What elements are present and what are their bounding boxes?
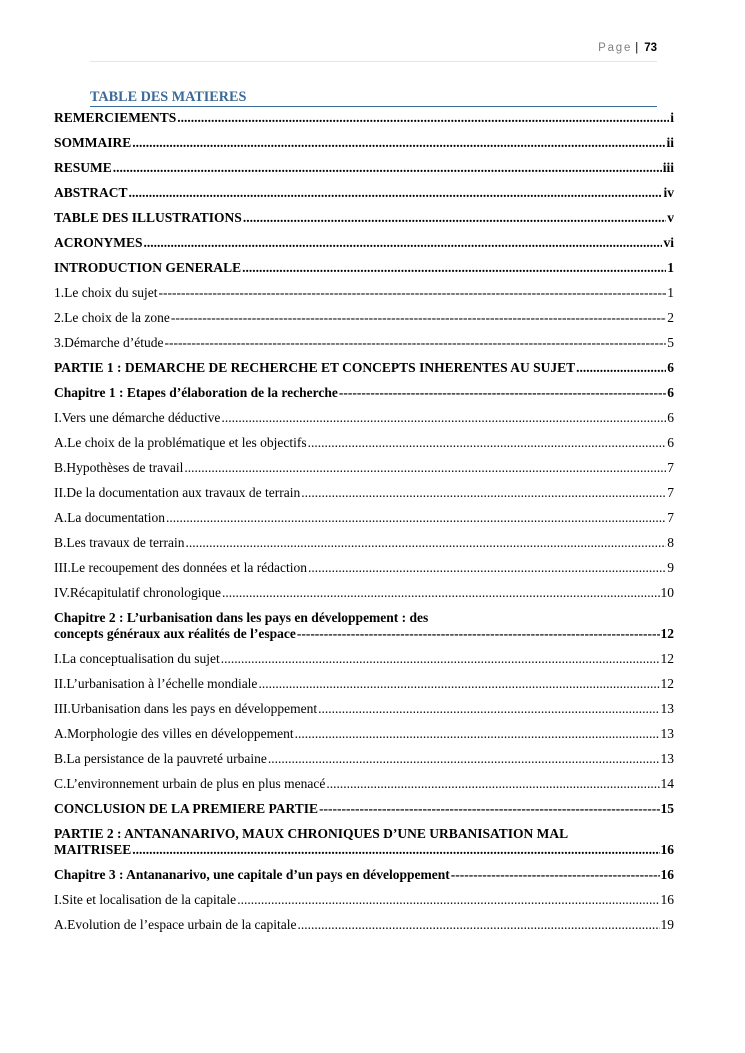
toc-leader: [242, 260, 666, 276]
toc-entry-label: C.L’environnement urbain de plus en plus menacé: [54, 776, 326, 791]
toc-entry-label: B.La persistance de la pauvreté urbaine: [54, 751, 267, 766]
toc-entries: [54, 108, 674, 933]
toc-leader: [297, 626, 660, 642]
toc-entry[interactable]: [54, 160, 674, 176]
toc-leader: [164, 335, 666, 351]
toc-entry-page: ii: [666, 135, 674, 150]
toc-entry-page: 6: [667, 410, 674, 425]
toc-leader: [298, 917, 660, 933]
toc-entry-page: 10: [660, 585, 674, 600]
toc-leader: [308, 435, 667, 451]
page-header: [598, 42, 657, 54]
toc-leader: [319, 801, 659, 817]
toc-entry-page: 19: [660, 917, 674, 932]
toc-entry-line2: [54, 842, 674, 858]
toc-entry-label: A.Le choix de la problématique et les objectifs: [54, 435, 307, 450]
toc-entry[interactable]: [54, 917, 674, 933]
toc-entry-page: 7: [667, 485, 674, 500]
toc-entry-label-line1: Chapitre 2 : L’urbanisation dans les pays en développement : des: [54, 610, 429, 625]
toc-entry-label: PARTIE 1 : DEMARCHE DE RECHERCHE ET CONCEPTS INHERENTES AU SUJET: [54, 360, 576, 375]
toc-entry-page: v: [667, 210, 674, 225]
toc-entry-page: 12: [660, 676, 674, 691]
toc-entry[interactable]: [54, 385, 674, 401]
toc-entry-page: 13: [660, 701, 674, 716]
toc-entry[interactable]: [54, 185, 674, 201]
toc-entry[interactable]: [54, 335, 674, 351]
toc-leader: [132, 135, 665, 151]
toc-entry-page: 16: [660, 842, 674, 857]
toc-leader: [301, 485, 666, 501]
toc-entry[interactable]: [54, 285, 674, 301]
toc-entry-label-line2: MAITRISEE: [54, 842, 132, 857]
toc-entry[interactable]: [54, 826, 674, 858]
toc-entry-page: i: [670, 110, 674, 125]
toc-entry-page: 8: [667, 535, 674, 550]
toc-entry[interactable]: [54, 535, 674, 551]
toc-leader: [451, 867, 660, 883]
toc-leader: [243, 210, 666, 226]
toc-leader: [171, 310, 666, 326]
toc-leader: [184, 460, 666, 476]
toc-leader: [221, 410, 666, 426]
toc-leader: [576, 360, 666, 376]
toc-leader: [258, 676, 659, 692]
toc-entry-page: 13: [660, 726, 674, 741]
toc-entry[interactable]: [54, 867, 674, 883]
toc-entry-page: 16: [660, 892, 674, 907]
toc-entry-label: ACRONYMES: [54, 235, 143, 250]
page-word: Page: [598, 42, 633, 54]
toc-entry-label: 1.Le choix du sujet: [54, 285, 158, 300]
toc-entry-label: II.De la documentation aux travaux de terrain: [54, 485, 301, 500]
toc-entry-label: CONCLUSION DE LA PREMIERE PARTIE: [54, 801, 319, 816]
toc-leader: [237, 892, 659, 908]
toc-leader: [185, 535, 666, 551]
toc-entry-label: III.Le recoupement des données et la rédaction: [54, 560, 308, 575]
toc-leader: [144, 235, 663, 251]
toc-leader: [113, 160, 662, 176]
toc-entry[interactable]: [54, 651, 674, 667]
toc-leader: [308, 560, 666, 576]
toc-leader: [177, 110, 669, 126]
toc-leader: [158, 285, 666, 301]
toc-entry-label: 2.Le choix de la zone: [54, 310, 170, 325]
toc-entry-label: I.La conceptualisation du sujet: [54, 651, 220, 666]
toc-leader: [222, 585, 660, 601]
toc-entry-page: 1: [667, 260, 674, 275]
page-number: 73: [644, 42, 657, 54]
toc-entry[interactable]: [54, 460, 674, 476]
toc-entry-label: RESUME: [54, 160, 112, 175]
toc-entry-page: 6: [667, 385, 674, 400]
toc-entry[interactable]: [54, 310, 674, 326]
toc-entry-label: B.Les travaux de terrain: [54, 535, 185, 550]
toc-entry-label: II.L’urbanisation à l’échelle mondiale: [54, 676, 258, 691]
toc-entry-label: ABSTRACT: [54, 185, 128, 200]
toc-entry[interactable]: [54, 260, 674, 276]
toc-entry[interactable]: [54, 801, 674, 817]
toc-leader: [318, 701, 659, 717]
toc-entry-page: 6: [667, 435, 674, 450]
toc-entry-label: A.Evolution de l’espace urbain de la capitale: [54, 917, 297, 932]
toc-leader: [166, 510, 666, 526]
toc-entry[interactable]: [54, 435, 674, 451]
toc-entry-page: 15: [660, 801, 674, 816]
toc-entry-label: A.La documentation: [54, 510, 165, 525]
toc-entry-label: TABLE DES ILLUSTRATIONS: [54, 210, 242, 225]
toc-entry-label: REMERCIEMENTS: [54, 110, 177, 125]
toc-entry[interactable]: [54, 485, 674, 501]
toc-entry-label: SOMMAIRE: [54, 135, 132, 150]
toc-entry-page: 7: [667, 460, 674, 475]
toc-entry-label-line1: PARTIE 2 : ANTANANARIVO, MAUX CHRONIQUES D’UNE URBANISATION MAL: [54, 826, 569, 841]
toc-entry-page: 6: [667, 360, 674, 375]
toc-entry[interactable]: [54, 110, 674, 126]
toc-entry[interactable]: [54, 892, 674, 908]
toc-leader: [326, 776, 659, 792]
toc-entry-label: Chapitre 3 : Antananarivo, une capitale d’un pays en développement: [54, 867, 450, 882]
page-separator: |: [635, 42, 639, 54]
toc-entry-page: 13: [660, 751, 674, 766]
toc-entry[interactable]: [54, 235, 674, 251]
toc-entry-label: B.Hypothèses de travail: [54, 460, 184, 475]
toc-entry-label: I.Site et localisation de la capitale: [54, 892, 237, 907]
toc-entry[interactable]: [54, 410, 674, 426]
toc-entry[interactable]: [54, 210, 674, 226]
toc-entry[interactable]: [54, 135, 674, 151]
toc-entry[interactable]: [54, 751, 674, 767]
toc-entry[interactable]: [54, 560, 674, 576]
toc-entry-page: iv: [663, 185, 674, 200]
toc-title-rule: [90, 106, 657, 107]
toc-entry-label: INTRODUCTION GENERALE: [54, 260, 242, 275]
toc-entry-page: 2: [667, 310, 674, 325]
toc-leader: [339, 385, 666, 401]
toc-entry[interactable]: [54, 610, 674, 642]
toc-entry-page: iii: [662, 160, 674, 175]
toc-entry-label: A.Morphologie des villes en développement: [54, 726, 294, 741]
toc-entry-page: 7: [667, 510, 674, 525]
toc-entry-page: vi: [663, 235, 674, 250]
toc-leader: [221, 651, 660, 667]
toc-entry[interactable]: [54, 676, 674, 692]
toc-entry-page: 12: [660, 626, 674, 641]
toc-entry-page: 16: [660, 867, 674, 882]
toc-entry[interactable]: [54, 726, 674, 742]
toc-entry-label-line2: concepts généraux aux réalités de l’espace: [54, 626, 296, 641]
toc-entry-label: IV.Récapitulatif chronologique: [54, 585, 221, 600]
toc-leader: [129, 185, 663, 201]
toc-entry[interactable]: [54, 510, 674, 526]
toc-leader: [295, 726, 660, 742]
toc-entry-page: 5: [667, 335, 674, 350]
toc-entry[interactable]: [54, 360, 674, 376]
toc-leader: [132, 842, 659, 858]
toc-entry-page: 14: [660, 776, 674, 791]
toc-entry-page: 12: [660, 651, 674, 666]
toc-entry-line2: [54, 626, 674, 642]
toc-entry-page: 9: [667, 560, 674, 575]
header-rule: [90, 61, 657, 62]
toc-title: TABLE DES MATIERES: [90, 89, 247, 105]
toc-entry-label: Chapitre 1 : Etapes d’élaboration de la recherche: [54, 385, 338, 400]
toc-entry-label: III.Urbanisation dans les pays en développement: [54, 701, 318, 716]
toc-entry-page: 1: [667, 285, 674, 300]
toc-entry[interactable]: [54, 585, 674, 601]
toc-leader: [268, 751, 660, 767]
toc-entry[interactable]: [54, 776, 674, 792]
toc-entry-label: I.Vers une démarche déductive: [54, 410, 221, 425]
toc-entry-label: 3.Démarche d’étude: [54, 335, 164, 350]
toc-entry[interactable]: [54, 701, 674, 717]
